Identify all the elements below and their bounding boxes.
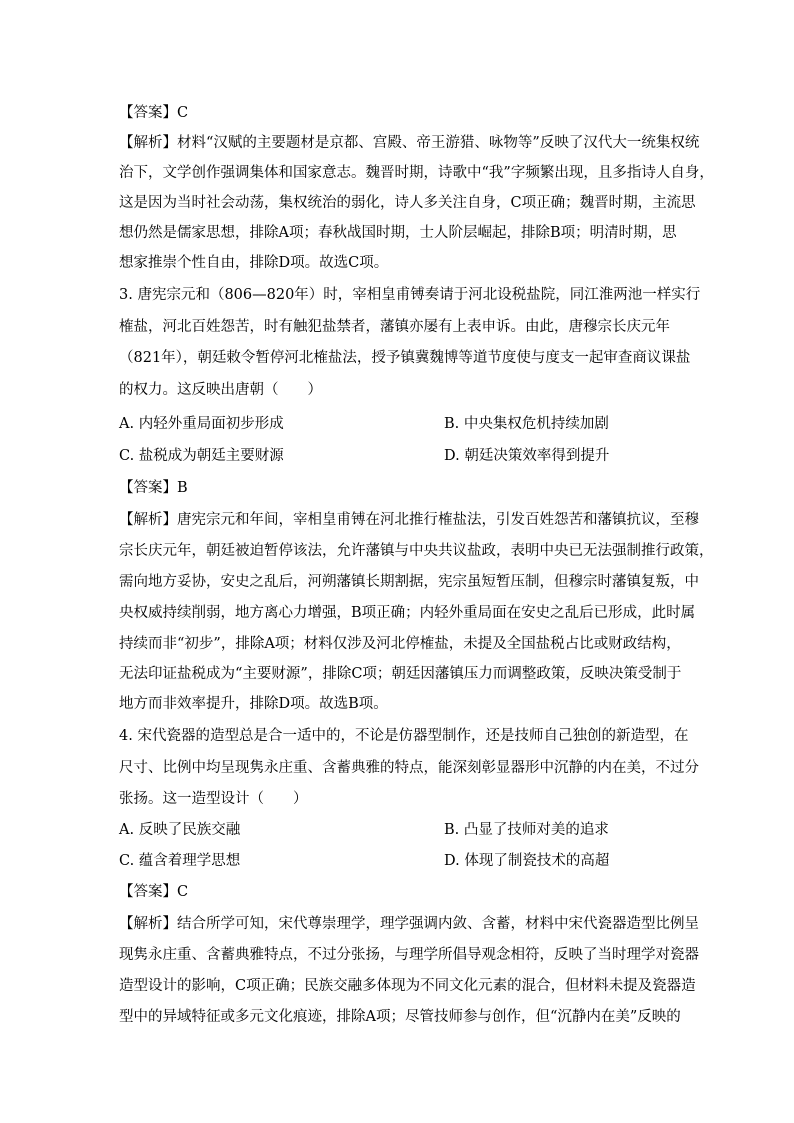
question-4-line: 4. 宋代瓷器的造型总是合一适中的，不论是仿器型制作，还是技师自己独创的新造型，在: [119, 728, 689, 744]
answer-label: 【答案】C: [119, 105, 189, 121]
analysis-line: 需向地方妥协，安史之乱后，河朔藩镇长期割据，宪宗虽短暂压制，但穆宗时藩镇复叛，中: [119, 574, 699, 590]
analysis-line: 持续而非“初步”，排除A项；材料仅涉及河北停榷盐，未提及全国盐税占比或财政结构，: [119, 636, 681, 652]
option-text: 朝廷决策效率得到提升: [464, 448, 610, 464]
analysis-line: 造型设计的影响，C项正确；民族交融多体现为不同文化元素的混合，但材料未提及瓷器造: [119, 978, 696, 994]
option-label: D.: [444, 448, 460, 464]
option-label: B.: [444, 822, 460, 838]
option-label: B.: [444, 416, 460, 432]
analysis-line: 现隽永庄重、含蓄典雅特点，不过分张扬，与理学所倡导观念相符，反映了当时理学对瓷器: [119, 947, 699, 963]
analysis-line: 这是因为当时社会动荡，集权统治的弱化，诗人多关注自身，C项正确；魏晋时期，主流思: [119, 195, 696, 211]
analysis-line: 央权威持续削弱，地方离心力增强，B项正确；内轻外重局面在安史之乱后已形成，此时属: [119, 605, 696, 621]
analysis-line: 治下，文学创作强调集体和国家意志。魏晋时期，诗歌中“我”字频繁出现，且多指诗人自身，: [119, 165, 714, 181]
option-label: C.: [119, 853, 135, 869]
option-text: 反映了民族交融: [138, 822, 241, 838]
option-text: 蕴含着理学思想: [138, 853, 241, 869]
option-text: 盐税成为朝廷主要财源: [138, 448, 284, 464]
question-3-line: 3. 唐宪宗元和（806—820年）时，宰相皇甫镈奏请于河北设税盐院，同江淮两池一样实行: [119, 287, 701, 303]
option-label: C.: [119, 448, 135, 464]
question-4-line: 尺寸、比例中均呈现隽永庄重、含蓄典雅的特点，能深刻彰显器形中沉静的内在美，不过分: [119, 760, 699, 776]
option-text: 内轻外重局面初步形成: [138, 416, 284, 432]
option-text: 中央集权危机持续加剧: [463, 416, 609, 432]
option-label: A.: [119, 822, 135, 838]
analysis-line: 【解析】唐宪宗元和年间，宰相皇甫镈在河北推行榷盐法，引发百姓怨苦和藩镇抗议，至穆: [119, 512, 699, 528]
analysis-line: 地方而非效率提升，排除D项。故选B项。: [119, 696, 388, 712]
option-a[interactable]: [119, 414, 284, 434]
option-c[interactable]: [119, 851, 240, 871]
analysis-line: 型中的异域特征或多元文化痕迹，排除A项；尽管技师参与创作，但“沉静内在美”反映的: [119, 1009, 681, 1025]
option-d[interactable]: [444, 446, 609, 466]
option-label: D.: [444, 853, 460, 869]
answer-label: 【答案】B: [119, 480, 188, 496]
question-3-line: 榷盐，河北百姓怨苦，时有触犯盐禁者，藩镇亦屡有上表申诉。由此，唐穆宗长庆元年: [119, 319, 670, 335]
analysis-line: 宗长庆元年，朝廷被迫暂停该法，允许藩镇与中央共议盐政，表明中央已无法强制推行政策，: [119, 543, 714, 559]
analysis-line: 【解析】结合所学可知，宋代尊崇理学，理学强调内敛、含蓄，材料中宋代瓷器造型比例呈: [119, 916, 699, 932]
option-label: A.: [119, 416, 135, 432]
option-a[interactable]: [119, 820, 240, 840]
answer-label: 【答案】C: [119, 884, 189, 900]
analysis-line: 想家推崇个性自由，排除D项。故选C项。: [119, 255, 389, 271]
question-4-line: 张扬。这一造型设计（ ）: [119, 791, 308, 807]
option-d[interactable]: [444, 851, 609, 871]
analysis-line: 想仍然是儒家思想，排除A项；春秋战国时期，士人阶层崛起，排除B项；明清时期，思: [119, 225, 677, 241]
option-b[interactable]: [444, 820, 609, 840]
question-3-line: 的权力。这反映出唐朝（ ）: [119, 382, 322, 398]
analysis-line: 【解析】材料“汉赋的主要题材是京都、宫殿、帝王游猎、咏物等”反映了汉代大一统集权统: [119, 135, 700, 151]
option-b[interactable]: [444, 414, 609, 434]
question-3-line: （821年），朝廷敕令暂停河北榷盐法，授予镇冀魏博等道节度使与度支一起审查商议课盐: [119, 350, 691, 366]
option-text: 体现了制瓷技术的高超: [464, 853, 610, 869]
option-text: 凸显了技师对美的追求: [463, 822, 609, 838]
analysis-line: 无法印证盐税成为“主要财源”，排除C项；朝廷因藩镇压力而调整政策，反映决策受制于: [119, 666, 682, 682]
option-c[interactable]: [119, 446, 284, 466]
